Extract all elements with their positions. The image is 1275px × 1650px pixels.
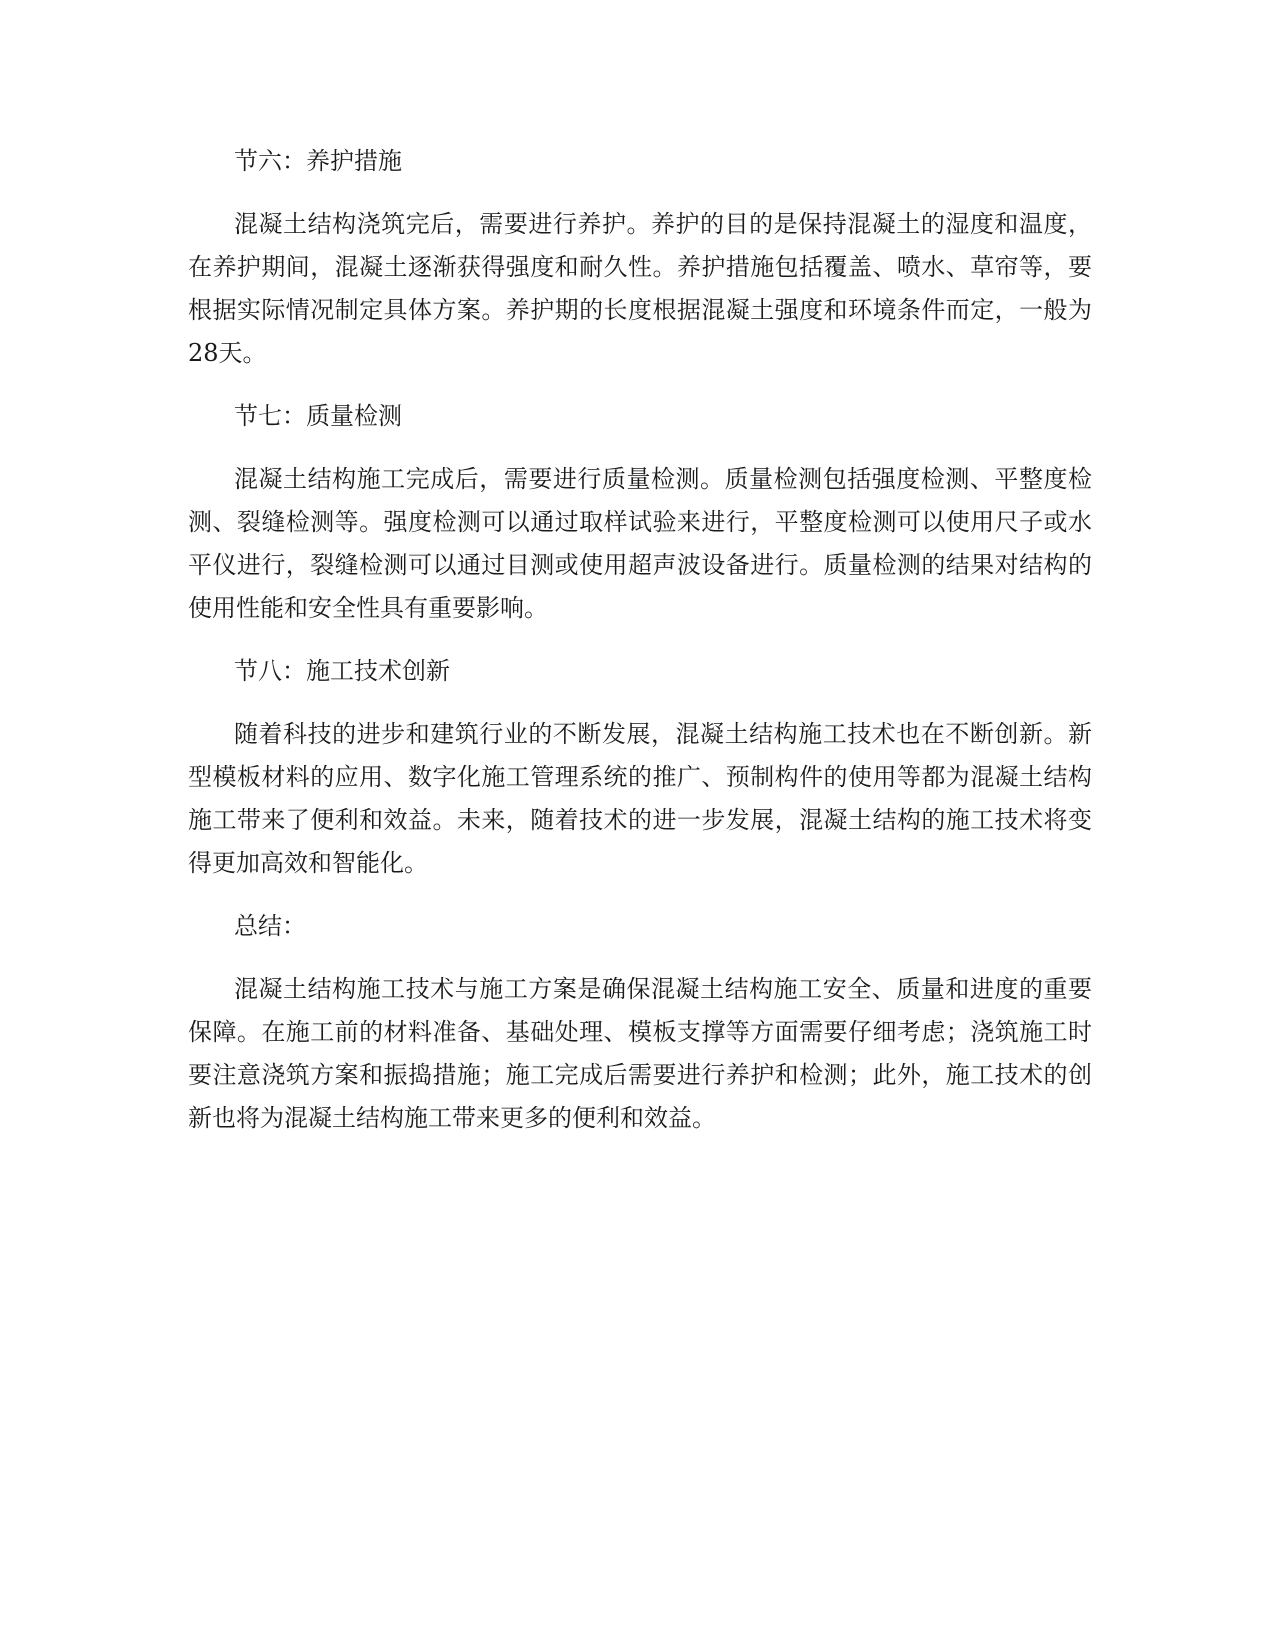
- summary-heading: 总结：: [234, 912, 306, 940]
- section-body-6: 混凝土结构浇筑完后，需要进行养护。养护的目的是保持混凝土的湿度和温度，在养护期间，混凝土逐渐获得强度和耐久性。养护措施包括覆盖、喷水、草帘等，要根据实际情况制定具体方案。养护期的长度根据混凝土强度和环境条件而定，一般为28天。: [188, 210, 1092, 367]
- summary-body: 混凝土结构施工技术与施工方案是确保混凝土结构施工安全、质量和进度的重要保障。在施工前的材料准备、基础处理、模板支撑等方面需要仔细考虑；浇筑施工时要注意浇筑方案和振捣措施；施工完成后需要进行养护和检测；此外，施工技术的创新也将为混凝土结构施工带来更多的便利和效益。: [188, 975, 1092, 1132]
- section-body-7: 混凝土结构施工完成后，需要进行质量检测。质量检测包括强度检测、平整度检测、裂缝检测等。强度检测可以通过取样试验来进行，平整度检测可以使用尺子或水平仪进行，裂缝检测可以通过目测或使用超声波设备进行。质量检测的结果对结构的使用性能和安全性具有重要影响。: [188, 465, 1092, 622]
- section-heading-8: 节八：施工技术创新: [234, 657, 450, 685]
- section-heading-6: 节六：养护措施: [234, 147, 402, 175]
- document-page: [188, 140, 1092, 1160]
- section-heading-7: 节七：质量检测: [234, 402, 402, 430]
- section-body-8: 随着科技的进步和建筑行业的不断发展，混凝土结构施工技术也在不断创新。新型模板材料的应用、数字化施工管理系统的推广、预制构件的使用等都为混凝土结构施工带来了便利和效益。未来，随着技术的进一步发展，混凝土结构的施工技术将变得更加高效和智能化。: [188, 720, 1092, 877]
